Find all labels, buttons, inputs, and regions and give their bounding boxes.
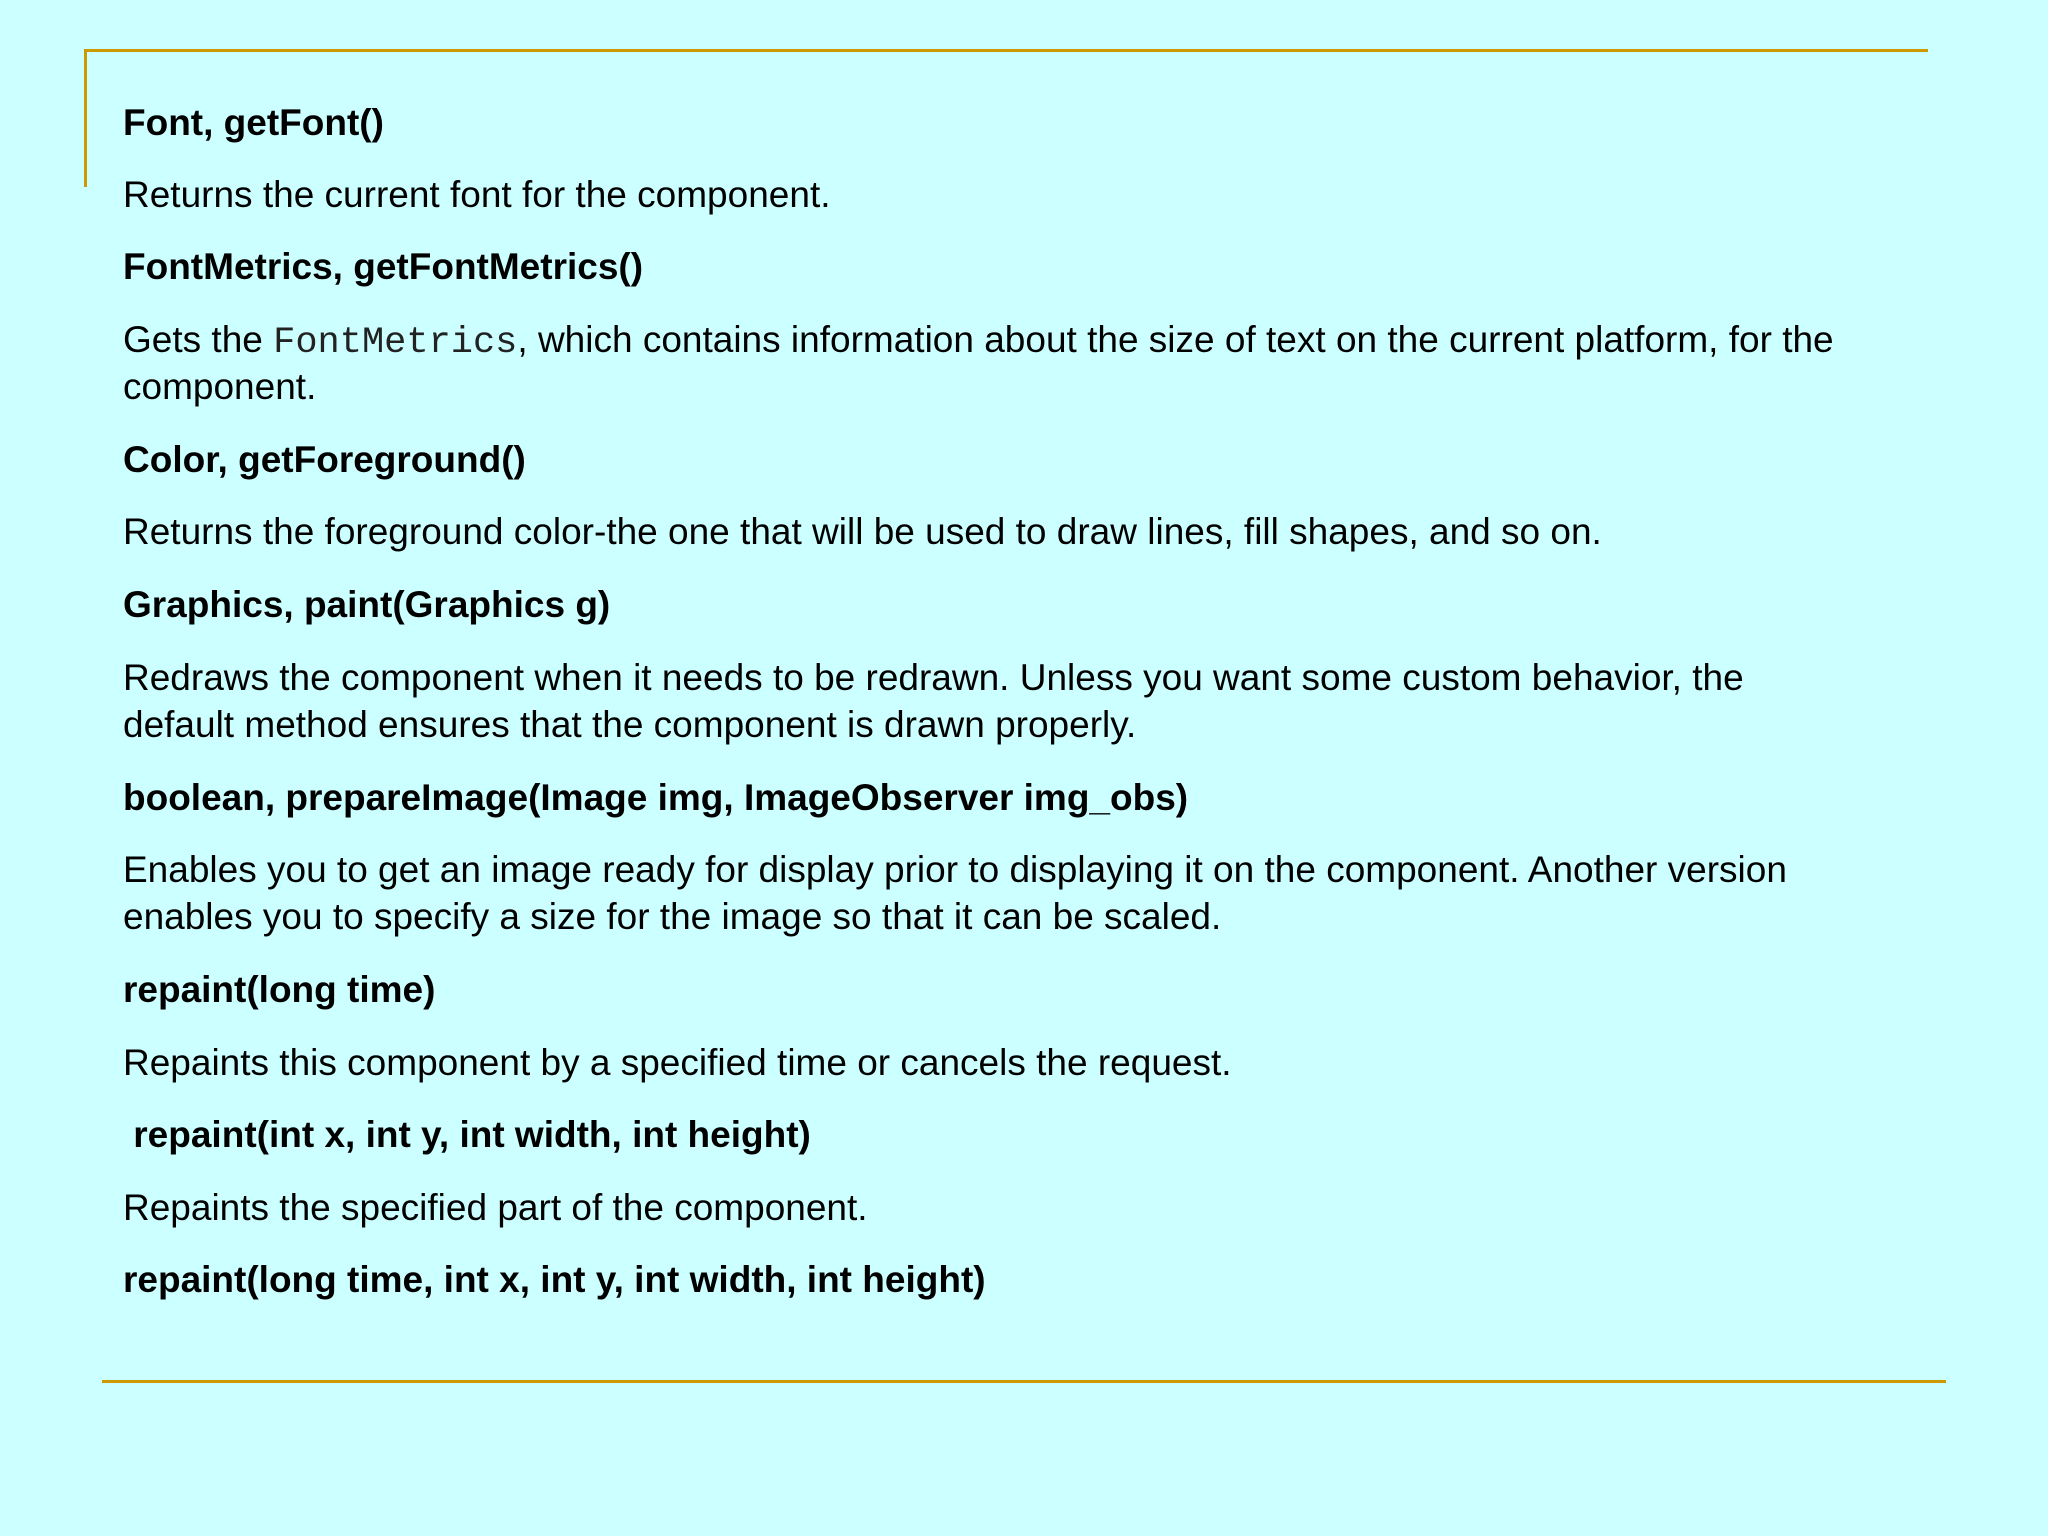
- method-signature: Color, getForeground(): [123, 439, 526, 480]
- method-description: Repaints this component by a specified time or cancels the request.: [123, 1042, 1232, 1083]
- code-term: FontMetrics: [273, 322, 518, 364]
- description-suffix: , which contains information about the size of text on the current platform, for the: [517, 319, 1834, 360]
- method-description: Enables you to get an image ready for display prior to displaying it on the component. Another version: [123, 849, 1787, 890]
- method-description: Repaints the specified part of the component.: [123, 1187, 868, 1228]
- method-signature: boolean, prepareImage(Image img, ImageObserver img_obs): [123, 777, 1189, 818]
- method-signature: repaint(long time): [123, 969, 436, 1010]
- method-description: component.: [123, 366, 317, 407]
- method-signature: FontMetrics, getFontMetrics(): [123, 246, 644, 287]
- method-signature: repaint(int x, int y, int width, int height): [123, 1114, 811, 1155]
- method-description: enables you to specify a size for the image so that it can be scaled.: [123, 896, 1222, 937]
- description-prefix: Gets the: [123, 319, 274, 360]
- method-signature: Font, getFont(): [123, 102, 384, 143]
- method-description: default method ensures that the component is drawn properly.: [123, 704, 1137, 745]
- bottom-divider-rule: [102, 1380, 1946, 1383]
- method-description: Returns the foreground color-the one that will be used to draw lines, fill shapes, and so on.: [123, 511, 1602, 552]
- method-description: Returns the current font for the component.: [123, 174, 831, 215]
- method-description: Redraws the component when it needs to be redrawn. Unless you want some custom behavior, the: [123, 657, 1744, 698]
- method-signature: repaint(long time, int x, int y, int width, int height): [123, 1259, 986, 1300]
- top-divider-rule: [84, 49, 1928, 52]
- method-signature: Graphics, paint(Graphics g): [123, 584, 611, 625]
- method-description: [123, 316, 1834, 367]
- left-accent-rule: [84, 49, 87, 187]
